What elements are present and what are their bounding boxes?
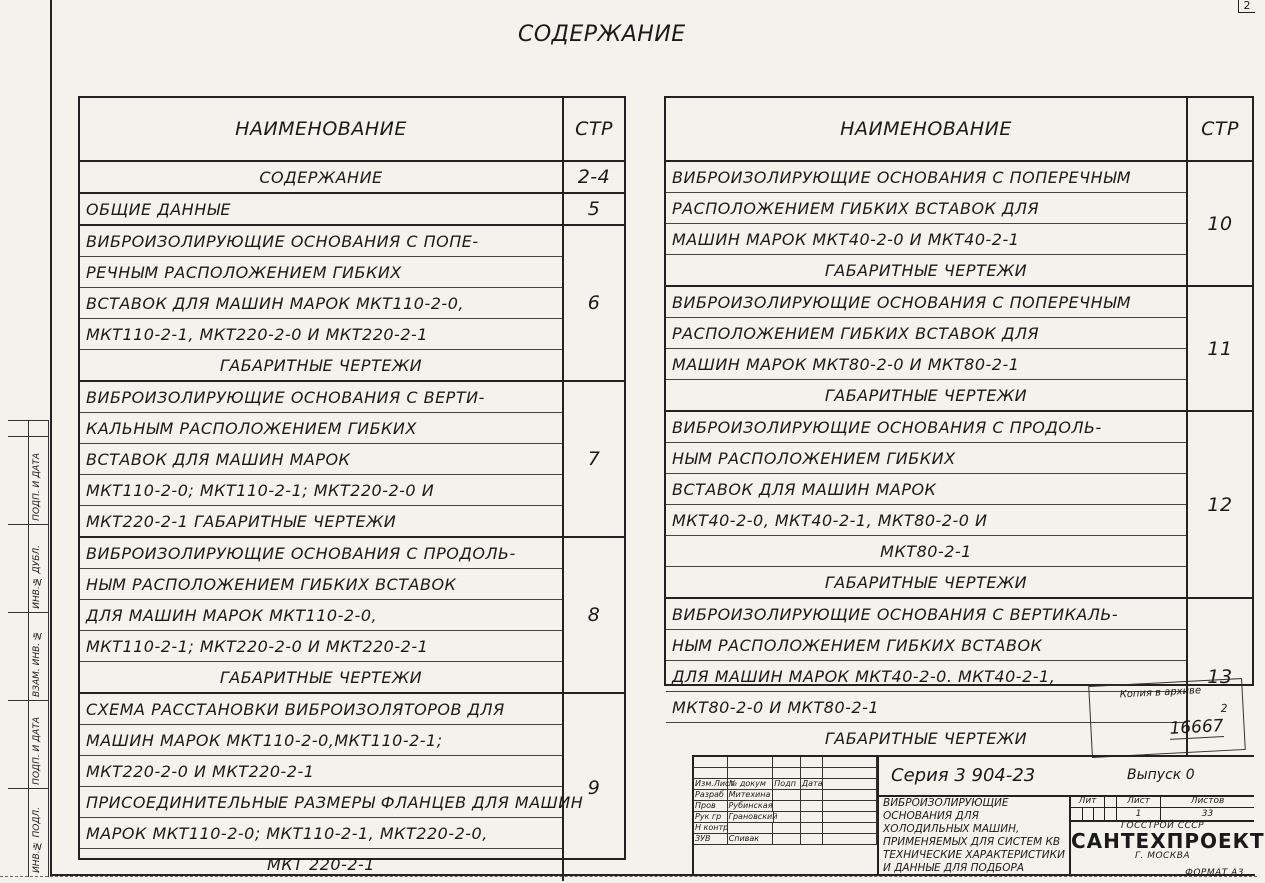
margin-stamp-label: ПОДП. И ДАТА (32, 717, 42, 785)
signature-row (694, 779, 877, 790)
entry-page: 6 (587, 292, 601, 314)
header-name: НАИМЕНОВАНИЕ (80, 98, 564, 160)
signature-cell (801, 790, 823, 800)
signature-cell: Грановский (728, 812, 778, 821)
issue-label: Выпуск 0 (1127, 767, 1195, 783)
signature-cell (823, 801, 877, 811)
entry-line: ДЛЯ МАШИН МАРОК МКТ110-2-0, (80, 600, 562, 631)
signature-cell (728, 823, 773, 833)
contents-table-left (78, 96, 626, 874)
lit-cell (1105, 795, 1117, 807)
signature-row (694, 834, 877, 845)
entry-page: 13 (1207, 666, 1233, 688)
entry-line: МКТ40-2-0, МКТ40-2-1, МКТ80-2-0 И (666, 505, 1186, 536)
signature-cell (728, 768, 774, 778)
entry-line: ВИБРОИЗОЛИРУЮЩИЕ ОСНОВАНИЯ С ПОПЕРЕЧНЫМ (666, 287, 1186, 318)
signature-cell (801, 757, 823, 767)
archive-stamp (1088, 678, 1246, 758)
entry-text (80, 162, 564, 192)
entry-line: ГАБАРИТНЫЕ ЧЕРТЕЖИ (824, 729, 1028, 748)
paper-format: ФОРМАТ А3 (1185, 868, 1244, 878)
entry-line: ОБЩИЕ ДАННЫЕ (86, 200, 231, 219)
page-number: 2 (1238, 0, 1255, 13)
table-header (666, 98, 1252, 162)
signature-cell (823, 823, 877, 833)
stamp-text: Копия в архиве (1119, 685, 1202, 701)
sheet-info-values (1071, 808, 1254, 822)
entry-page: 11 (1207, 337, 1233, 360)
entry-line: МКТ80-2-1 (666, 536, 1186, 567)
entry-page: 2-4 (577, 166, 611, 188)
lit-cell (1094, 808, 1105, 820)
sheets-label: Листов (1190, 796, 1225, 806)
sheets-value: 33 (1201, 809, 1214, 819)
contents-entry (666, 287, 1252, 412)
entry-line: РАСПОЛОЖЕНИЕМ ГИБКИХ ВСТАВОК ДЛЯ (666, 193, 1186, 224)
entry-line: МАШИН МАРОК МКТ40-2-0 И МКТ40-2-1 (666, 224, 1186, 255)
signature-cell (823, 834, 877, 844)
org-ministry: ГОССТРОЙ СССР (1120, 821, 1205, 831)
signature-cell (773, 768, 801, 778)
lit-label: Лит (1071, 795, 1105, 807)
signature-cell (801, 768, 823, 778)
signature-cell (774, 812, 802, 822)
entry-line: ВИБРОИЗОЛИРУЮЩИЕ ОСНОВАНИЯ С ПОПЕРЕЧНЫМ (666, 162, 1186, 193)
signature-grid (694, 757, 879, 876)
signature-cell: Н контр (695, 823, 729, 832)
entry-text (666, 287, 1188, 410)
org-city: Г. МОСКВА (1134, 851, 1191, 861)
signature-cell (801, 801, 823, 811)
entry-line: ВИБРОИЗОЛИРУЮЩИЕ ОСНОВАНИЯ С ПРОДОЛЬ- (666, 412, 1186, 443)
signature-cell (773, 823, 801, 833)
entry-line: СХЕМА РАССТАНОВКИ ВИБРОИЗОЛЯТОРОВ ДЛЯ (80, 694, 562, 725)
entry-line: ПРИСОЕДИНИТЕЛЬНЫЕ РАЗМЕРЫ ФЛАНЦЕВ ДЛЯ МАШИН (80, 787, 562, 818)
entry-line: НЫМ РАСПОЛОЖЕНИЕМ ГИБКИХ ВСТАВОК (80, 569, 562, 600)
signature-cell: Разраб (694, 790, 728, 800)
signature-row (694, 801, 877, 812)
signature-cell (823, 812, 877, 822)
entry-line: МКТ110-2-0; МКТ110-2-1; МКТ220-2-0 И (80, 475, 562, 506)
signature-cell (773, 834, 801, 844)
entry-text (80, 538, 564, 692)
signature-cell: Дата (801, 779, 823, 788)
entry-line: РАСПОЛОЖЕНИЕМ ГИБКИХ ВСТАВОК ДЛЯ (666, 318, 1186, 349)
sheet-info-header (1071, 795, 1254, 808)
trim-line (0, 876, 1257, 877)
entry-line: МКТ110-2-1; МКТ220-2-0 И МКТ220-2-1 (80, 631, 562, 662)
entry-line: ВИБРОИЗОЛИРУЮЩИЕ ОСНОВАНИЯ С ВЕРТИ- (80, 382, 562, 413)
entry-line: МАРОК МКТ110-2-0; МКТ110-2-1, МКТ220-2-0, (80, 818, 562, 849)
entry-line: РЕЧНЫМ РАСПОЛОЖЕНИЕМ ГИБКИХ (80, 257, 562, 288)
signature-cell: Митехина (728, 790, 774, 800)
signature-cell (694, 768, 728, 778)
signature-cell: № докум (728, 779, 773, 789)
entry-line: ГАБАРИТНЫЕ ЧЕРТЕЖИ (824, 573, 1028, 592)
stamp-digit: 2 (1220, 701, 1228, 716)
document-description: ВИБРОИЗОЛИРУЮЩИЕ ОСНОВАНИЯ ДЛЯ ХОЛОДИЛЬНЫХ МАШИН, ПРИМЕНЯЕМЫХ ДЛЯ СИСТЕМ КВ ТЕХНИЧЕСКИЕ ХАРАКТЕРИСТИКИ И ДАННЫЕ ДЛЯ ПОДБОРА (879, 795, 1071, 876)
series-label: Серия 3 904-23 (891, 765, 1036, 786)
signature-cell (801, 823, 823, 833)
signature-row (694, 823, 877, 834)
lit-cell (1105, 808, 1117, 820)
contents-entry (80, 382, 624, 538)
entry-page: 8 (587, 604, 601, 626)
contents-entry (80, 694, 624, 881)
contents-entry (666, 162, 1252, 287)
sheet-value: 1 (1117, 808, 1161, 820)
entry-text (80, 226, 564, 380)
sheet-info (1071, 795, 1265, 878)
entry-line: ГАБАРИТНЫЕ ЧЕРТЕЖИ (824, 386, 1028, 405)
entry-page: 12 (1207, 493, 1233, 516)
entry-text (80, 194, 564, 224)
entry-line: ГАБАРИТНЫЕ ЧЕРТЕЖИ (824, 261, 1028, 280)
signature-cell (773, 801, 801, 811)
contents-entry (80, 194, 624, 226)
entry-line: ВИБРОИЗОЛИРУЮЩИЕ ОСНОВАНИЯ С ПРОДОЛЬ- (80, 538, 562, 569)
signature-cell (801, 812, 823, 822)
entry-line: ВСТАВОК ДЛЯ МАШИН МАРОК МКТ110-2-0, (80, 288, 562, 319)
margin-stamp-divider (28, 421, 29, 877)
signature-cell (694, 757, 728, 767)
entry-text (80, 694, 584, 881)
entry-text (666, 412, 1188, 597)
contents-entry (666, 412, 1252, 599)
signature-cell (823, 768, 877, 778)
entry-page: 5 (587, 198, 601, 220)
entry-text (666, 162, 1188, 285)
entry-line: МКТ220-2-1 ГАБАРИТНЫЕ ЧЕРТЕЖИ (86, 512, 397, 531)
table-header (80, 98, 624, 162)
signature-row (694, 790, 877, 801)
header-page: СТР (575, 118, 613, 140)
entry-line: ВСТАВОК ДЛЯ МАШИН МАРОК (80, 444, 562, 475)
entry-line: МАШИН МАРОК МКТ80-2-0 И МКТ80-2-1 (666, 349, 1186, 380)
margin-stamp-strip (8, 420, 49, 877)
margin-stamp-label: ИНВ.№ ДУБЛ. (32, 545, 42, 609)
signature-cell: Подп (773, 779, 801, 789)
signature-cell: Спивак (728, 834, 774, 844)
lit-cell (1071, 808, 1083, 820)
signature-cell: ЗУВ (694, 834, 728, 844)
signature-row (694, 768, 877, 779)
signature-cell (823, 779, 877, 789)
contents-entry (80, 226, 624, 382)
signature-cell: Рук гр (694, 812, 728, 822)
signature-cell (773, 757, 801, 767)
signature-cell (773, 790, 801, 800)
entry-line: ГАБАРИТНЫЕ ЧЕРТЕЖИ (219, 356, 423, 375)
signature-row (694, 812, 877, 823)
signature-cell (801, 834, 823, 844)
title-block (692, 755, 1265, 878)
contents-entry (80, 162, 624, 194)
entry-line: НЫМ РАСПОЛОЖЕНИЕМ ГИБКИХ ВСТАВОК (666, 630, 1186, 661)
contents-entry (80, 538, 624, 694)
signature-row (694, 757, 877, 768)
entry-page: 7 (587, 448, 601, 470)
sheet-label: Лист (1117, 795, 1161, 807)
margin-stamp-label: ПОДП. И ДАТА (32, 453, 42, 521)
signature-cell: Пров (694, 801, 728, 811)
document-title: СОДЕРЖАНИЕ (518, 22, 686, 47)
lit-cell (1083, 808, 1094, 820)
entry-page: 9 (587, 776, 601, 799)
entry-line: ВИБРОИЗОЛИРУЮЩИЕ ОСНОВАНИЯ С ПОПЕ- (80, 226, 562, 257)
entry-text (80, 382, 564, 536)
entry-line: ВСТАВОК ДЛЯ МАШИН МАРОК (666, 474, 1186, 505)
series-row (879, 757, 1254, 797)
entry-line: ДЛЯ МАШИН МАРОК МКТ40-2-0. МКТ40-2-1, (666, 661, 1186, 692)
signature-cell: Рубинская (728, 801, 773, 810)
org-name: САНТЕХПРОЕКТ (1071, 829, 1265, 853)
header-page: СТР (1201, 118, 1239, 140)
entry-line: МКТ110-2-1, МКТ220-2-0 И МКТ220-2-1 (80, 319, 562, 350)
signature-cell (823, 790, 877, 800)
entry-line: МАШИН МАРОК МКТ110-2-0,МКТ110-2-1; (80, 725, 562, 756)
signature-cell (823, 757, 877, 767)
header-name: НАИМЕНОВАНИЕ (666, 98, 1188, 160)
entry-line: МКТ80-2-0 И МКТ80-2-1 (666, 692, 1186, 723)
entry-line: ВИБРОИЗОЛИРУЮЩИЕ ОСНОВАНИЯ С ВЕРТИКАЛЬ- (666, 599, 1186, 630)
margin-stamp-label: ВЗАМ. ИНВ. № (32, 630, 42, 697)
entry-line: НЫМ РАСПОЛОЖЕНИЕМ ГИБКИХ (666, 443, 1186, 474)
entry-line: ГАБАРИТНЫЕ ЧЕРТЕЖИ (219, 668, 423, 687)
entry-line: МКТ220-2-0 И МКТ220-2-1 (80, 756, 562, 787)
margin-stamp-label: ИНВ.№ ПОДЛ. (32, 807, 42, 873)
signature-cell (728, 757, 774, 767)
signature-cell: Изм.Лист (695, 779, 735, 788)
entry-line: КАЛЬНЫМ РАСПОЛОЖЕНИЕМ ГИБКИХ (80, 413, 562, 444)
stamp-number: 16667 (1169, 716, 1225, 739)
entry-line: СОДЕРЖАНИЕ (259, 168, 383, 187)
entry-line: МКТ 220-2-1 (267, 855, 375, 874)
entry-page: 10 (1207, 212, 1233, 235)
